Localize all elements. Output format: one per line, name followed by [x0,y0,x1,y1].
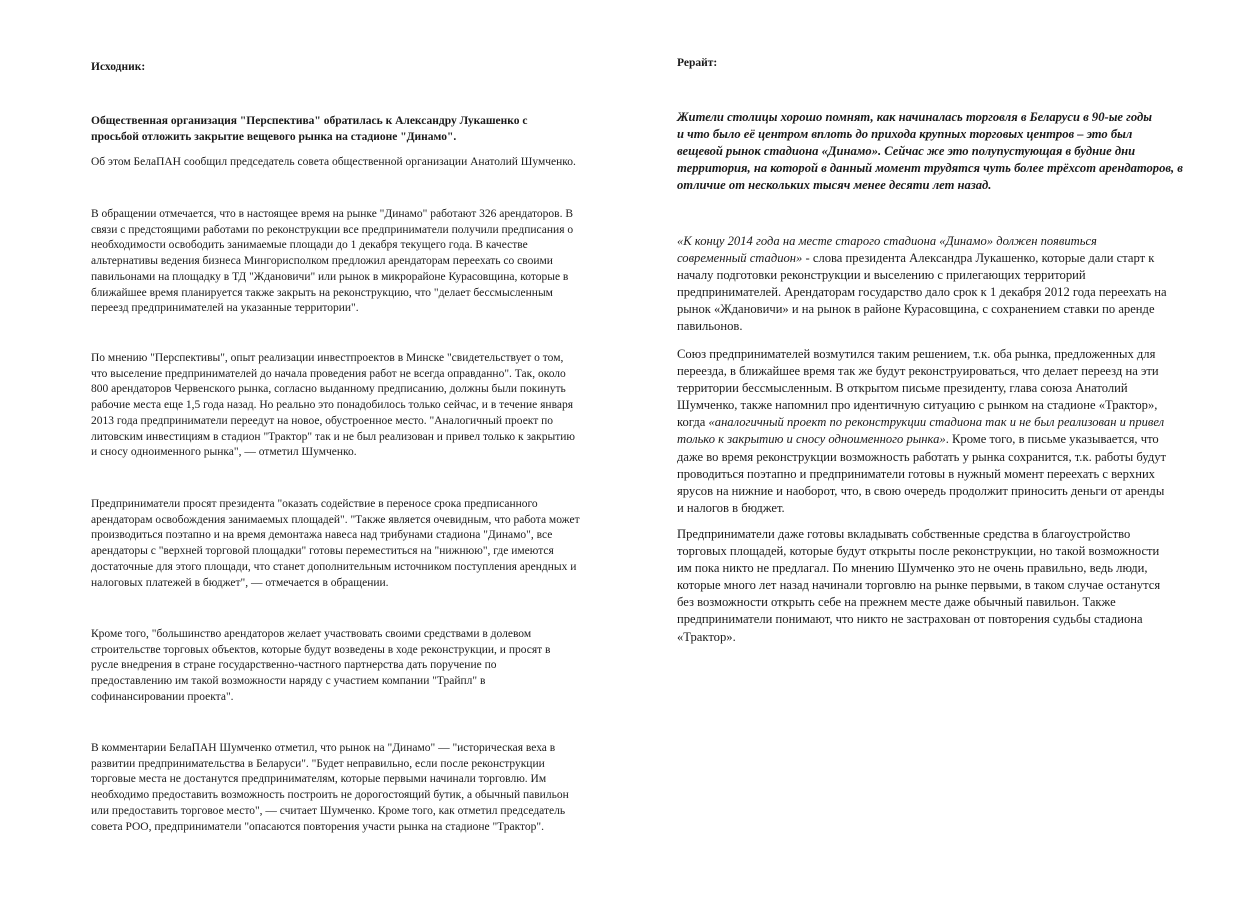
rewrite-heading: Рерайт: [677,57,718,69]
rewrite-paragraph-4: Предприниматели даже готовы вкладывать собственные средства в благоустройство торговых площадей, которые будут открыты после реконструкции, но такой возможности им пока никто не предлагал. По мнению Шумченко это не очень правильно, ведь люди, которые много лет назад начинали торговлю на рынке первыми, в таком случае останутся без возможности открыть себе на прежнем месте даже обычный павильон. Также предприниматели понимают, что никто не застрахован от повторения судьбы стадиона «Трактор». [677,527,1161,644]
original-paragraph-4: По мнению "Перспективы", опыт реализации инвестпроектов в Минске "свидетельствует о том, что выселение предпринимателей до начала проведения работ не всегда оправданно". Так, около 800 арендаторов Червенского рынка, согласно выданному предписанию, должны были покинуть рабочие места еще 1,5 года назад. Но реально это понадобилось только сейчас, и в течение января 2013 года предприниматели переедут на новое, обустроенное место. "Аналогичный проект по литовским инвестициям в стадион "Трактор" так и не был реализован и привел только к закрытию и сносу одноименного рынка", — отметил Шумченко. [91,352,575,459]
original-paragraph-6: Кроме того, "большинство арендаторов желает участвовать своими средствами в долевом строительстве торговых объектов, которые будут возведены в ходе реконструкции, и просят в русле внедрения в стране государственно-частного партнерства дать поручение по предоставлению им такой возможности наряду с участием компании "Трайпл" в софинансировании проекта". [91,628,551,703]
original-paragraph-5: Предприниматели просят президента "оказать содействие в переносе срока предписанного арендаторам освобождения занимаемых площадей". "Также является очевидным, что работа может производиться поэтапно и на время демонтажа навеса над трибунами стадиона "Динамо", все арендаторы с "верхней торговой площадки" готовы переместиться на "нижнюю", где имеются достаточные для этого площади, что станет дополнительным источником поступления арендных и налоговых платежей в бюджет", — отмечается в обращении. [91,498,580,589]
rewrite-paragraph-2 [677,233,1197,336]
rewrite-lead-paragraph: Жители столицы хорошо помнят, как начиналась торговля в Беларуси в 90-ые годы и что было её центром вплоть до прихода крупных торговых центров – это был вещевой рынок стадиона «Динамо». Сейчас же это полупустующая в будние дни территория, на которой в данный момент трудятся чуть более трёхсот арендаторов, в отличие от нескольких тысяч менее десяти лет назад. [677,110,1183,193]
rewrite-paragraph-2-rest: - слова президента Александра Лукашенко, которые дали старт к началу подготовки реконструкции и выселению с прилегающих территорий предпринимателей. Арендаторам государство дало срок к 1 декабря 2012 года переехать на рынок «Ждановичи» и на рынок в районе Курасовщина, с сохранением ставки по аренде павильонов. [677,251,1167,334]
original-lead-paragraph: Общественная организация "Перспектива" обратилась к Александру Лукашенко с просьбой отложить закрытие вещевого рынка на стадионе "Динамо". [91,115,528,143]
letter-quote: «аналогичный проект по реконструкции стадиона так и не был реализован и привел только к закрытию и сносу одноименного рынка» [677,415,1165,447]
rewrite-paragraph-3-start: Союз предпринимателей возмутился таким решением, т.к. оба рынка, предложенных для переезда, в ближайшее время так же будут реконструироваться, что делает переезд на эти территории бессмысленным. В открытом письме президенту, глава союза Анатолий Шумченко, также напомнил про идентичную ситуацию с рынком на стадионе «Трактор», когда [677,347,1159,430]
original-paragraph-7: В комментарии БелаПАН Шумченко отметил, что рынок на "Динамо" — "историческая веха в развитии предпринимательства в Беларуси". "Будет неправильно, если после реконструкции торговые места не достанутся предпринимателям, которые первыми начинали торговлю. Им необходимо предоставить возможность построить не дорогостоящий бутик, а обычный павильон или предоставить торговое место", — считает Шумченко. Кроме того, как отметил председатель совета РОО, предприниматели "опасаются повторения участи рынка на стадионе "Трактор". [91,742,569,833]
original-heading: Исходник: [91,61,146,73]
rewrite-paragraph-3-end: . Кроме того, в письме указывается, что даже во время реконструкции возможность работать у рынка сохранится, т.к. работы будут проводиться поэтапно и предприниматели готовы в нужный момент переехать с верхних ярусов на нижние и наоборот, что, в свою очередь продолжит приносить деньги от аренды и налогов в бюджет. [677,432,1167,515]
original-paragraph-2: Об этом БелаПАН сообщил председатель совета общественной организации Анатолий Шумченко. [91,156,576,168]
president-quote: «К концу 2014 года на месте старого стадиона «Динамо» должен появиться современный стадион» [677,234,1097,266]
original-paragraph-3: В обращении отмечается, что в настоящее время на рынке "Динамо" работают 326 арендаторов. В связи с предстоящими работами по реконструкции все предприниматели получили предписания о необходимости освободить занимаемые площади до 1 декабря текущего года. В качестве альтернативы ведения бизнеса Мингорисполком предложил арендаторам переехать со своими павильонами на площадку в ТД "Ждановичи" или рынок в микрорайоне Курасовщина, которые в ближайшее время планируется также закрыть на реконструкцию, что "делает бессмысленным переезд предпринимателей на указанные территории". [91,208,574,315]
rewrite-paragraph-3 [677,346,1197,517]
